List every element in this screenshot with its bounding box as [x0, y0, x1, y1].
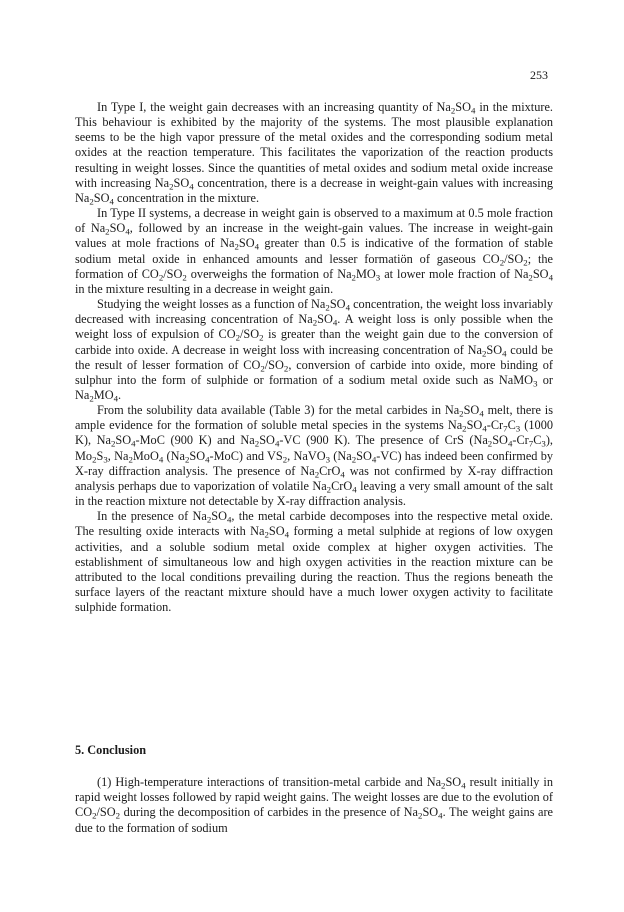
body-text — [75, 100, 553, 615]
paragraph-type-ii: In Type II systems, a decrease in weight gain is observed to a maximum at 0.5 mole fraction of $Na_2SO_4$, followed by an increase in the weight-gain values. The increase in weight-gain values at mole fractions of $Na_2SO_4$ greater than 0.5 is indicative of the formation of stable sodium metal oxide in enhanced amounts and lesser formatiön of gaseous $CO_2/SO_2$; the formation of $CO_2/SO_2$ overweighs the formation of $Na_2MO_3$ at lower mole fraction of $Na_2SO_4$ in the mixture resulting in a decrease in weight gain. — [75, 206, 554, 296]
section-heading: 5. Conclusion — [75, 743, 147, 757]
paragraph-mechanism: In the presence of $Na_2SO_4$, the metal carbide decomposes into the respective metal oxide. The resulting oxide interacts with $Na_2SO_4$ forming a metal sulphide at regions of low oxygen activities, and a soluble sodium metal oxide complex at higher oxygen activities. The establishment of simultaneous low and high oxygen activities in the reaction mixture can be attributed to the local conditions prevailing during the reaction. Thus the regions beneath the surface layers of the reactant mixture should have a much lower oxygen activity to facilitate sulphide formation. — [75, 509, 553, 615]
page-number: 253 — [530, 68, 548, 82]
conclusion-section — [75, 743, 553, 836]
paragraph-solubility: From the solubility data available (Table 3) for the metal carbides in $Na_2SO_4$ melt, there is ample evidence for the formation of soluble metal species in the systems $Na_2SO_4-Cr_7C_3$ (1000 K), $Na_2SO_4$-MoC (900 K) and $Na_2SO_4-VC$ (900 K). The presence of CrS $(Na_2SO_4-Cr_7C_3)$, $Mo_2S_3$, $Na_2MoO_4$ $(Na_2SO_4-MoC)$ and $VS_2$, NaVO$_3$ $(Na_2SO_4-VC)$ has indeed been confirmed by X-ray diffraction analysis. The presence of $Na_2CrO_4$ was not confirmed by X-ray diffraction analysis perhaps due to vaporization of volatile $Na_2CrO_4$ leaving a very small amount of the salt in the reaction mixture not detectable by X-ray diffraction analysis. — [75, 403, 554, 509]
paragraph-weight-losses: Studying the weight losses as a function of $Na_2SO_4$ concentration, the weight loss invariably decreased with increasing concentration of $Na_2SO_4$. A weight loss is only possible when the weight loss of expulsion of $CO_2/SO_2$ is greater than the weight gain due to the conversion of carbide into oxide. A decrease in weight loss with increasing concentration of $Na_2SO_4$ could be the result of lesser formation of $CO_2/SO_2$, conversion of carbide into oxide, more binding of sulphur into the form of sulphide or formation of a sodium metal oxide such as NaMO$_3$ or $Na_2MO_4$. — [75, 297, 554, 404]
paragraph-type-i: In Type I, the weight gain decreases with an increasing quantity of $Na_2SO_4$ in the mixture. This behaviour is exhibited by the majority of the systems. The most plausible explanation seems to be the high vapor pressure of the metal oxides and the corresponding sodium metal oxides at the reaction temperature. This facilitates the vaporization of the reaction products resulting in weight losses. Since the quantities of metal oxides and sodium metal oxide increase with increasing $Na_2SO_4$ concentration, there is a decrease in weight-gain values with increasing $Na_2SO_4$ concentration in the mixture. — [75, 100, 553, 207]
conclusion-paragraph: (1) High-temperature interactions of transition-metal carbide and $Na_2SO_4$ result initially in rapid weight losses followed by rapid weight gains. The weight losses are due to the evolution of $CO_2/SO_2$ during the decomposition of carbides in the presence of $Na_2SO_4$. The weight gains are due to the formation of sodium — [75, 775, 554, 835]
